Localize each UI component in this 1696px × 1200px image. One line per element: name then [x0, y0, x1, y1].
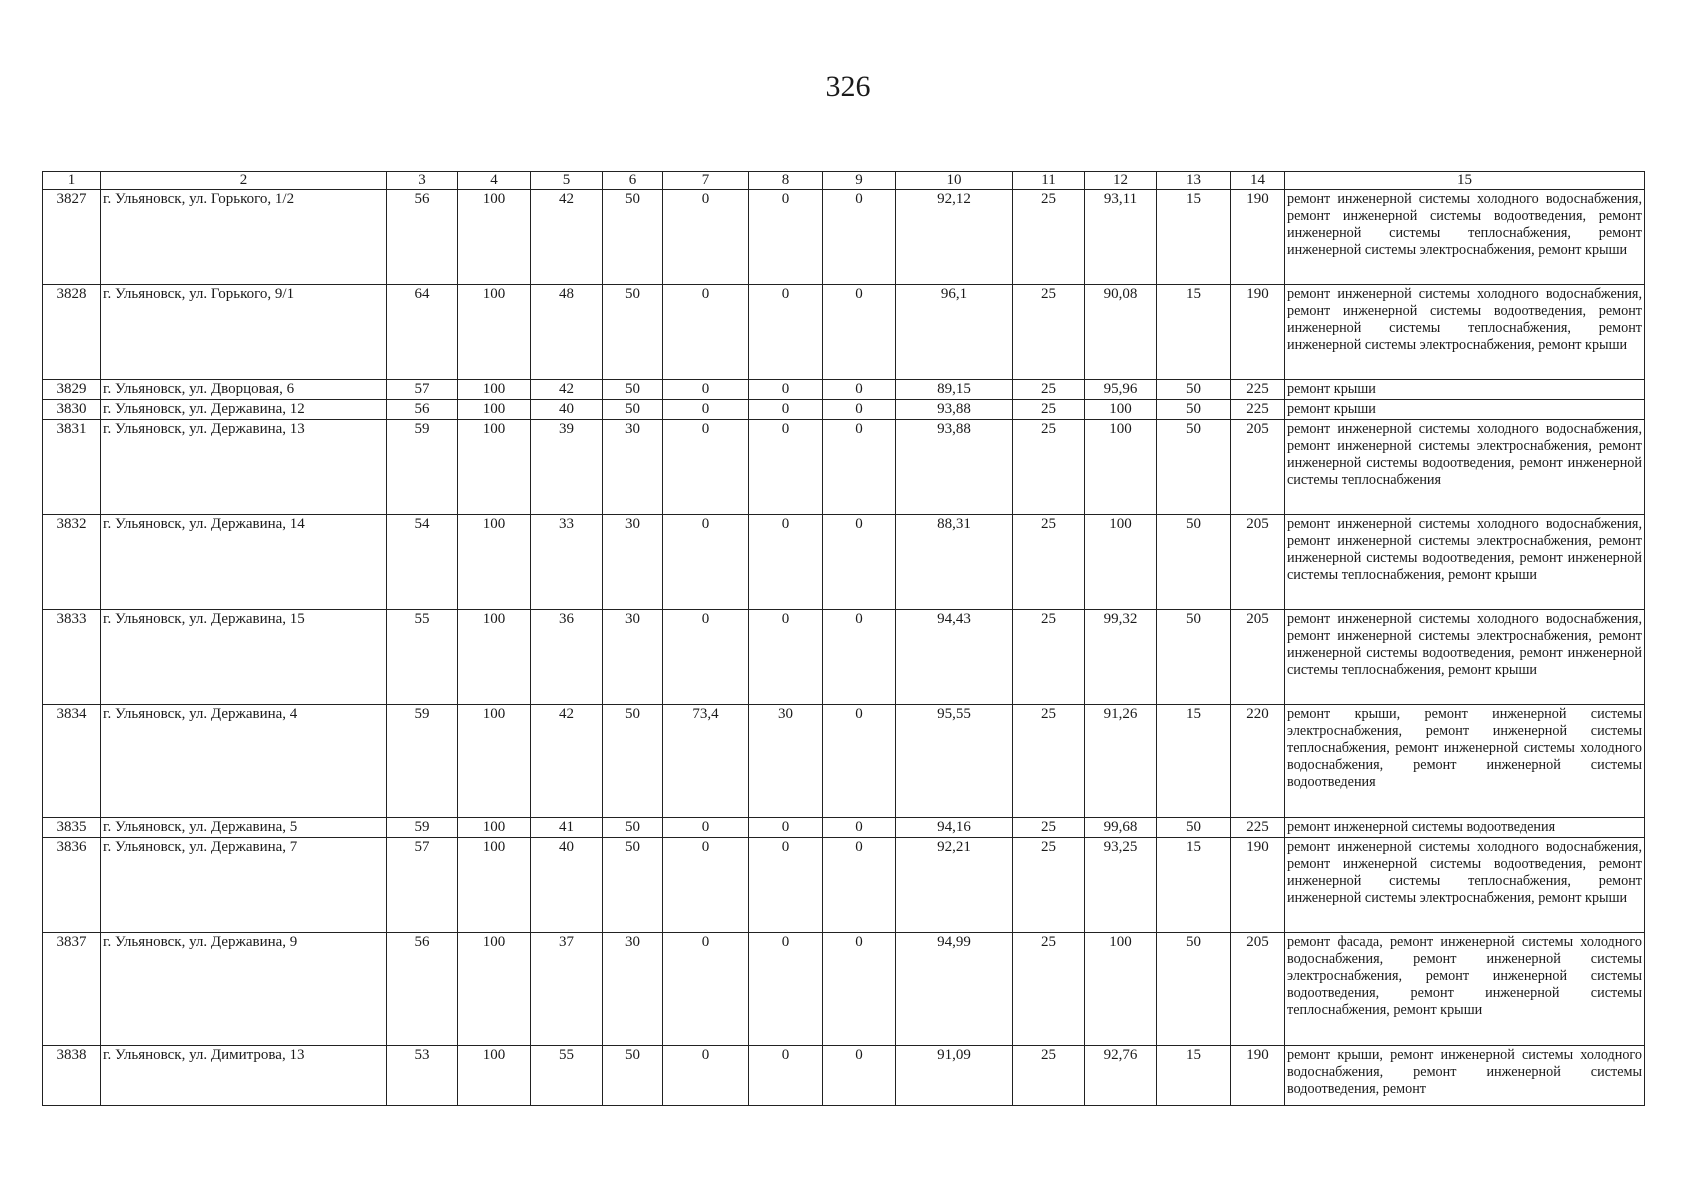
cell-col-3: 57	[387, 380, 458, 400]
cell-col-13: 50	[1157, 420, 1231, 515]
cell-col-13: 50	[1157, 933, 1231, 1046]
cell-col-9: 0	[823, 705, 896, 818]
cell-col-11: 25	[1013, 380, 1085, 400]
cell-number: 3832	[43, 515, 101, 610]
cell-col-3: 59	[387, 818, 458, 838]
cell-col-14: 225	[1231, 818, 1285, 838]
cell-works: ремонт инженерной системы холодного водоснабжения, ремонт инженерной системы электроснабжения, ремонт инженерной системы водоотведения, ремонт инженерной системы теплоснабжения, ремонт крыши	[1285, 515, 1645, 610]
cell-col-4: 100	[458, 818, 531, 838]
cell-col-7: 0	[663, 380, 749, 400]
table-body	[43, 190, 1645, 1106]
cell-works: ремонт крыши, ремонт инженерной системы холодного водоснабжения, ремонт инженерной системы водоотведения, ремонт	[1285, 1046, 1645, 1106]
table-row	[43, 515, 1645, 610]
cell-col-11: 25	[1013, 933, 1085, 1046]
cell-works: ремонт фасада, ремонт инженерной системы холодного водоснабжения, ремонт инженерной системы электроснабжения, ремонт инженерной системы водоотведения, ремонт инженерной системы теплоснабжения, ремонт крыши	[1285, 933, 1645, 1046]
cell-col-12: 100	[1085, 933, 1157, 1046]
cell-col-5: 42	[531, 190, 603, 285]
cell-number: 3836	[43, 838, 101, 933]
cell-col-4: 100	[458, 705, 531, 818]
column-header: 6	[603, 172, 663, 190]
cell-col-10: 93,88	[896, 420, 1013, 515]
cell-address: г. Ульяновск, ул. Дворцовая, 6	[101, 380, 387, 400]
cell-col-8: 0	[749, 400, 823, 420]
cell-col-9: 0	[823, 420, 896, 515]
cell-col-12: 90,08	[1085, 285, 1157, 380]
cell-col-10: 92,12	[896, 190, 1013, 285]
cell-col-10: 89,15	[896, 380, 1013, 400]
cell-col-9: 0	[823, 515, 896, 610]
cell-number: 3835	[43, 818, 101, 838]
cell-col-5: 39	[531, 420, 603, 515]
column-header: 9	[823, 172, 896, 190]
cell-address: г. Ульяновск, ул. Державина, 13	[101, 420, 387, 515]
cell-col-7: 0	[663, 1046, 749, 1106]
cell-col-13: 15	[1157, 705, 1231, 818]
cell-col-14: 205	[1231, 610, 1285, 705]
cell-col-5: 42	[531, 705, 603, 818]
column-header: 14	[1231, 172, 1285, 190]
cell-col-7: 0	[663, 818, 749, 838]
cell-address: г. Ульяновск, ул. Державина, 9	[101, 933, 387, 1046]
cell-col-13: 50	[1157, 515, 1231, 610]
cell-number: 3830	[43, 400, 101, 420]
cell-address: г. Ульяновск, ул. Державина, 7	[101, 838, 387, 933]
table-row	[43, 705, 1645, 818]
cell-address: г. Ульяновск, ул. Димитрова, 13	[101, 1046, 387, 1106]
cell-col-14: 205	[1231, 515, 1285, 610]
column-header: 4	[458, 172, 531, 190]
cell-address: г. Ульяновск, ул. Горького, 1/2	[101, 190, 387, 285]
cell-col-9: 0	[823, 190, 896, 285]
cell-col-6: 50	[603, 285, 663, 380]
cell-col-9: 0	[823, 933, 896, 1046]
cell-col-10: 94,99	[896, 933, 1013, 1046]
cell-address: г. Ульяновск, ул. Державина, 12	[101, 400, 387, 420]
header-row	[43, 172, 1645, 190]
cell-works: ремонт крыши, ремонт инженерной системы электроснабжения, ремонт инженерной системы теплоснабжения, ремонт инженерной системы холодного водоснабжения, ремонт инженерной системы водоотведения	[1285, 705, 1645, 818]
cell-col-14: 225	[1231, 380, 1285, 400]
cell-col-6: 30	[603, 515, 663, 610]
cell-col-14: 205	[1231, 420, 1285, 515]
cell-col-11: 25	[1013, 1046, 1085, 1106]
column-header: 7	[663, 172, 749, 190]
column-header: 2	[101, 172, 387, 190]
cell-col-14: 190	[1231, 838, 1285, 933]
cell-col-4: 100	[458, 838, 531, 933]
cell-col-11: 25	[1013, 400, 1085, 420]
column-header: 11	[1013, 172, 1085, 190]
cell-col-13: 50	[1157, 818, 1231, 838]
cell-col-5: 40	[531, 838, 603, 933]
column-header: 13	[1157, 172, 1231, 190]
cell-col-14: 190	[1231, 285, 1285, 380]
cell-works: ремонт инженерной системы холодного водоснабжения, ремонт инженерной системы электроснабжения, ремонт инженерной системы водоотведения, ремонт инженерной системы теплоснабжения, ремонт крыши	[1285, 610, 1645, 705]
table-row	[43, 818, 1645, 838]
cell-works: ремонт крыши	[1285, 380, 1645, 400]
column-header: 15	[1285, 172, 1645, 190]
cell-works: ремонт инженерной системы холодного водоснабжения, ремонт инженерной системы электроснабжения, ремонт инженерной системы водоотведения, ремонт инженерной системы теплоснабжения	[1285, 420, 1645, 515]
cell-col-3: 55	[387, 610, 458, 705]
cell-col-6: 50	[603, 400, 663, 420]
cell-col-3: 53	[387, 1046, 458, 1106]
cell-col-8: 0	[749, 380, 823, 400]
cell-col-9: 0	[823, 400, 896, 420]
cell-col-7: 0	[663, 285, 749, 380]
cell-col-11: 25	[1013, 515, 1085, 610]
cell-number: 3837	[43, 933, 101, 1046]
cell-number: 3828	[43, 285, 101, 380]
cell-col-14: 205	[1231, 933, 1285, 1046]
cell-col-12: 95,96	[1085, 380, 1157, 400]
column-header: 3	[387, 172, 458, 190]
cell-col-4: 100	[458, 190, 531, 285]
column-header: 8	[749, 172, 823, 190]
cell-col-8: 30	[749, 705, 823, 818]
cell-col-6: 30	[603, 933, 663, 1046]
cell-col-13: 15	[1157, 838, 1231, 933]
cell-col-11: 25	[1013, 285, 1085, 380]
cell-col-11: 25	[1013, 190, 1085, 285]
cell-col-5: 42	[531, 380, 603, 400]
cell-col-5: 37	[531, 933, 603, 1046]
table-row	[43, 838, 1645, 933]
cell-number: 3838	[43, 1046, 101, 1106]
cell-col-4: 100	[458, 285, 531, 380]
cell-col-7: 0	[663, 400, 749, 420]
cell-col-6: 50	[603, 1046, 663, 1106]
column-header: 1	[43, 172, 101, 190]
cell-col-7: 0	[663, 610, 749, 705]
cell-col-3: 64	[387, 285, 458, 380]
cell-number: 3831	[43, 420, 101, 515]
cell-col-7: 73,4	[663, 705, 749, 818]
cell-col-5: 48	[531, 285, 603, 380]
cell-col-5: 40	[531, 400, 603, 420]
cell-address: г. Ульяновск, ул. Горького, 9/1	[101, 285, 387, 380]
cell-number: 3829	[43, 380, 101, 400]
cell-col-12: 100	[1085, 515, 1157, 610]
cell-address: г. Ульяновск, ул. Державина, 14	[101, 515, 387, 610]
table-row	[43, 190, 1645, 285]
cell-col-9: 0	[823, 838, 896, 933]
cell-col-11: 25	[1013, 705, 1085, 818]
cell-col-13: 50	[1157, 400, 1231, 420]
cell-col-6: 50	[603, 705, 663, 818]
cell-col-14: 190	[1231, 1046, 1285, 1106]
cell-col-10: 94,16	[896, 818, 1013, 838]
cell-col-6: 30	[603, 610, 663, 705]
cell-col-9: 0	[823, 285, 896, 380]
cell-col-10: 91,09	[896, 1046, 1013, 1106]
cell-col-8: 0	[749, 1046, 823, 1106]
cell-col-8: 0	[749, 420, 823, 515]
cell-col-14: 225	[1231, 400, 1285, 420]
cell-col-10: 95,55	[896, 705, 1013, 818]
table-row	[43, 285, 1645, 380]
cell-col-3: 57	[387, 838, 458, 933]
cell-col-9: 0	[823, 380, 896, 400]
cell-col-8: 0	[749, 285, 823, 380]
cell-works: ремонт инженерной системы холодного водоснабжения, ремонт инженерной системы водоотведения, ремонт инженерной системы теплоснабжения, ремонт инженерной системы электроснабжения, ремонт крыши	[1285, 190, 1645, 285]
cell-col-5: 41	[531, 818, 603, 838]
cell-col-10: 94,43	[896, 610, 1013, 705]
cell-col-7: 0	[663, 515, 749, 610]
cell-col-10: 88,31	[896, 515, 1013, 610]
cell-address: г. Ульяновск, ул. Державина, 5	[101, 818, 387, 838]
cell-col-7: 0	[663, 933, 749, 1046]
cell-col-3: 59	[387, 420, 458, 515]
cell-col-8: 0	[749, 515, 823, 610]
cell-col-4: 100	[458, 380, 531, 400]
column-header: 12	[1085, 172, 1157, 190]
cell-address: г. Ульяновск, ул. Державина, 15	[101, 610, 387, 705]
cell-col-12: 99,68	[1085, 818, 1157, 838]
cell-col-8: 0	[749, 933, 823, 1046]
cell-col-4: 100	[458, 400, 531, 420]
cell-col-13: 15	[1157, 1046, 1231, 1106]
cell-col-9: 0	[823, 818, 896, 838]
cell-col-6: 50	[603, 818, 663, 838]
cell-col-12: 93,25	[1085, 838, 1157, 933]
cell-col-11: 25	[1013, 818, 1085, 838]
table-row	[43, 380, 1645, 400]
table-row	[43, 933, 1645, 1046]
cell-col-8: 0	[749, 610, 823, 705]
cell-col-14: 220	[1231, 705, 1285, 818]
cell-col-8: 0	[749, 838, 823, 933]
cell-address: г. Ульяновск, ул. Державина, 4	[101, 705, 387, 818]
register-table	[42, 171, 1645, 1106]
cell-col-12: 99,32	[1085, 610, 1157, 705]
cell-col-3: 56	[387, 933, 458, 1046]
cell-col-7: 0	[663, 838, 749, 933]
cell-col-5: 36	[531, 610, 603, 705]
cell-col-7: 0	[663, 420, 749, 515]
cell-col-8: 0	[749, 190, 823, 285]
cell-col-5: 33	[531, 515, 603, 610]
cell-col-12: 100	[1085, 420, 1157, 515]
cell-col-12: 92,76	[1085, 1046, 1157, 1106]
cell-col-9: 0	[823, 610, 896, 705]
cell-col-9: 0	[823, 1046, 896, 1106]
cell-col-11: 25	[1013, 610, 1085, 705]
cell-col-3: 56	[387, 400, 458, 420]
cell-col-12: 93,11	[1085, 190, 1157, 285]
cell-col-13: 50	[1157, 610, 1231, 705]
cell-number: 3827	[43, 190, 101, 285]
cell-col-6: 50	[603, 838, 663, 933]
cell-col-3: 54	[387, 515, 458, 610]
cell-col-6: 30	[603, 420, 663, 515]
cell-col-10: 92,21	[896, 838, 1013, 933]
cell-col-7: 0	[663, 190, 749, 285]
page-number: 326	[825, 70, 871, 103]
cell-col-10: 96,1	[896, 285, 1013, 380]
cell-works: ремонт крыши	[1285, 400, 1645, 420]
cell-col-13: 15	[1157, 190, 1231, 285]
cell-col-3: 56	[387, 190, 458, 285]
column-header: 5	[531, 172, 603, 190]
cell-number: 3834	[43, 705, 101, 818]
cell-col-4: 100	[458, 1046, 531, 1106]
cell-works: ремонт инженерной системы холодного водоснабжения, ремонт инженерной системы водоотведения, ремонт инженерной системы теплоснабжения, ремонт инженерной системы электроснабжения, ремонт крыши	[1285, 285, 1645, 380]
cell-col-6: 50	[603, 380, 663, 400]
table-row	[43, 1046, 1645, 1106]
cell-col-3: 59	[387, 705, 458, 818]
cell-col-4: 100	[458, 420, 531, 515]
table-row	[43, 610, 1645, 705]
cell-col-10: 93,88	[896, 400, 1013, 420]
cell-col-12: 91,26	[1085, 705, 1157, 818]
cell-col-12: 100	[1085, 400, 1157, 420]
cell-col-11: 25	[1013, 838, 1085, 933]
cell-col-4: 100	[458, 515, 531, 610]
cell-col-4: 100	[458, 933, 531, 1046]
cell-col-11: 25	[1013, 420, 1085, 515]
table-row	[43, 420, 1645, 515]
cell-col-8: 0	[749, 818, 823, 838]
cell-works: ремонт инженерной системы холодного водоснабжения, ремонт инженерной системы водоотведения, ремонт инженерной системы теплоснабжения, ремонт инженерной системы электроснабжения, ремонт крыши	[1285, 838, 1645, 933]
cell-col-5: 55	[531, 1046, 603, 1106]
cell-col-6: 50	[603, 190, 663, 285]
cell-number: 3833	[43, 610, 101, 705]
table-row	[43, 400, 1645, 420]
cell-col-4: 100	[458, 610, 531, 705]
cell-col-13: 15	[1157, 285, 1231, 380]
cell-col-13: 50	[1157, 380, 1231, 400]
cell-works: ремонт инженерной системы водоотведения	[1285, 818, 1645, 838]
cell-col-14: 190	[1231, 190, 1285, 285]
column-header: 10	[896, 172, 1013, 190]
